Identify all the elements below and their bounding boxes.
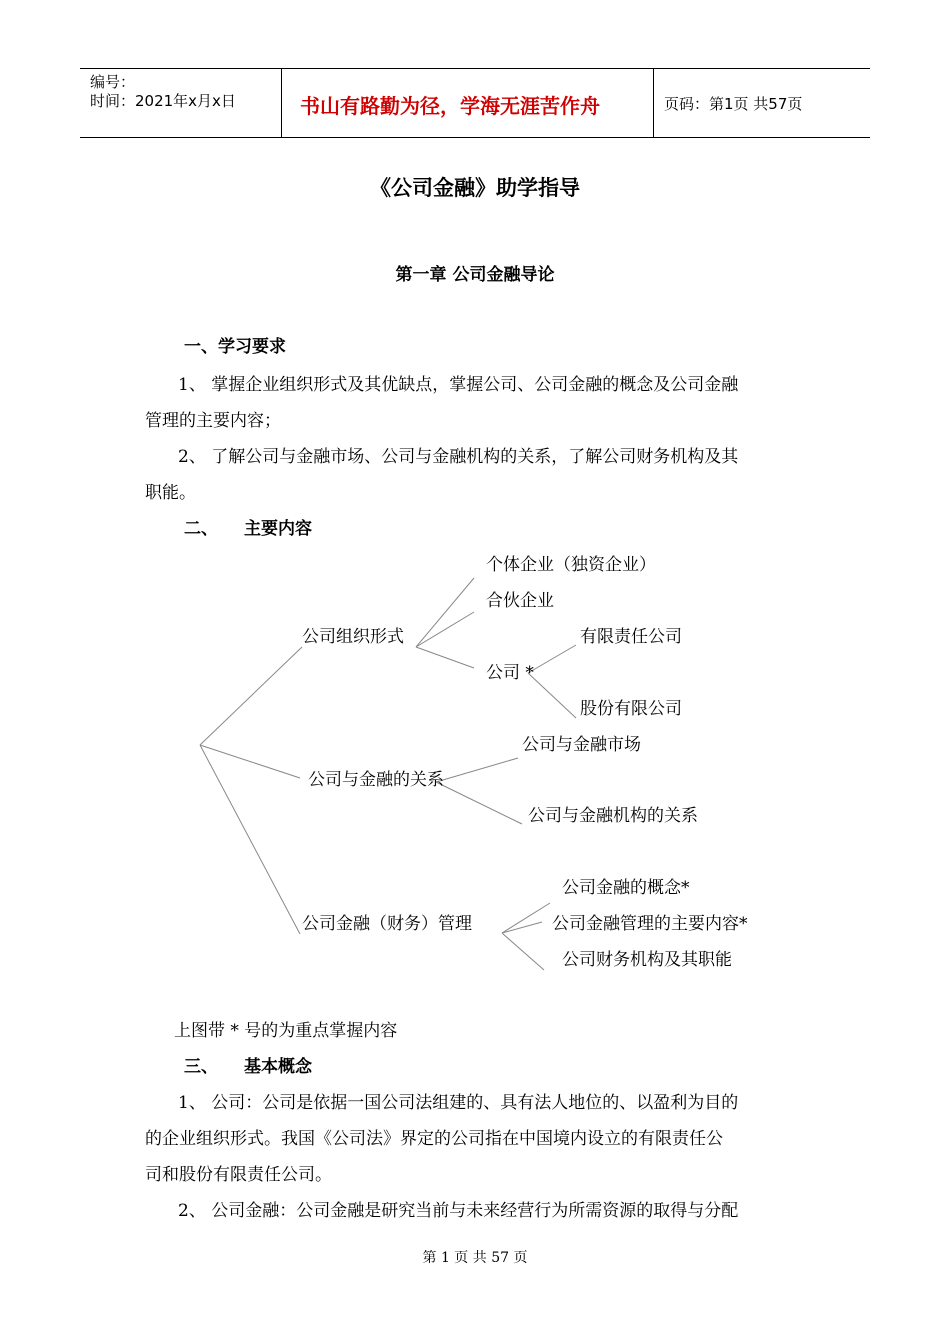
section3-p2: 2、 公司金融：公司金融是研究当前与未来经营行为所需资源的取得与分配 (178, 1201, 739, 1221)
tree-node-sole: 个体企业（独资企业） (486, 555, 656, 575)
tree-node-management: 公司金融（财务）管理 (302, 914, 472, 934)
section1-item1-cont: 管理的主要内容； (145, 411, 281, 431)
tree-node-partner: 合伙企业 (486, 591, 554, 611)
section2-heading: 主要内容 (244, 519, 312, 539)
header-time: 时间：2021年x月x日 (90, 92, 236, 110)
page-footer: 第 1 页 共 57 页 (422, 1250, 528, 1266)
tree-node-company: 公司 * (486, 663, 534, 683)
section3-p1-cont: 的企业组织形式。我国《公司法》界定的公司指在中国境内设立的有限责任公 (145, 1129, 723, 1149)
section1-item2-cont: 职能。 (145, 483, 196, 503)
header-number: 编号： (90, 73, 136, 91)
diagram-note: 上图带 * 号的为重点掌握内容 (174, 1021, 398, 1041)
header-page: 页码：第1页 共57页 (664, 95, 803, 113)
section3-heading-num: 三、 (184, 1057, 218, 1077)
tree-node-dept: 公司财务机构及其职能 (562, 950, 732, 970)
section3-p1: 1、 公司：公司是依据一国公司法组建的、具有法人地位的、以盈利为目的 (178, 1093, 739, 1113)
document-title: 《公司金融》助学指导 (370, 176, 580, 200)
tree-node-market: 公司与金融市场 (522, 735, 641, 755)
tree-node-jsc: 股份有限公司 (580, 699, 682, 719)
tree-node-concept: 公司金融的概念* (562, 878, 690, 898)
chapter-title: 第一章 公司金融导论 (395, 265, 555, 285)
section1-item1: 1、 掌握企业组织形式及其优缺点，掌握公司、公司金融的概念及公司金融 (178, 375, 739, 395)
section3-p1-cont2: 司和股份有限责任公司。 (145, 1165, 332, 1185)
tree-node-org-forms: 公司组织形式 (302, 627, 404, 647)
section1-item2: 2、 了解公司与金融市场、公司与金融机构的关系，了解公司财务机构及其 (178, 447, 739, 467)
tree-node-institution: 公司与金融机构的关系 (528, 806, 698, 826)
section3-heading: 基本概念 (244, 1057, 312, 1077)
tree-node-llc: 有限责任公司 (580, 627, 682, 647)
tree-node-relation: 公司与金融的关系 (308, 770, 444, 790)
section1-heading: 一、学习要求 (184, 337, 286, 357)
section2-heading-num: 二、 (184, 519, 218, 539)
tree-node-content: 公司金融管理的主要内容* (552, 914, 748, 934)
header-motto: 书山有路勤为径，学海无涯苦作舟 (300, 94, 600, 118)
